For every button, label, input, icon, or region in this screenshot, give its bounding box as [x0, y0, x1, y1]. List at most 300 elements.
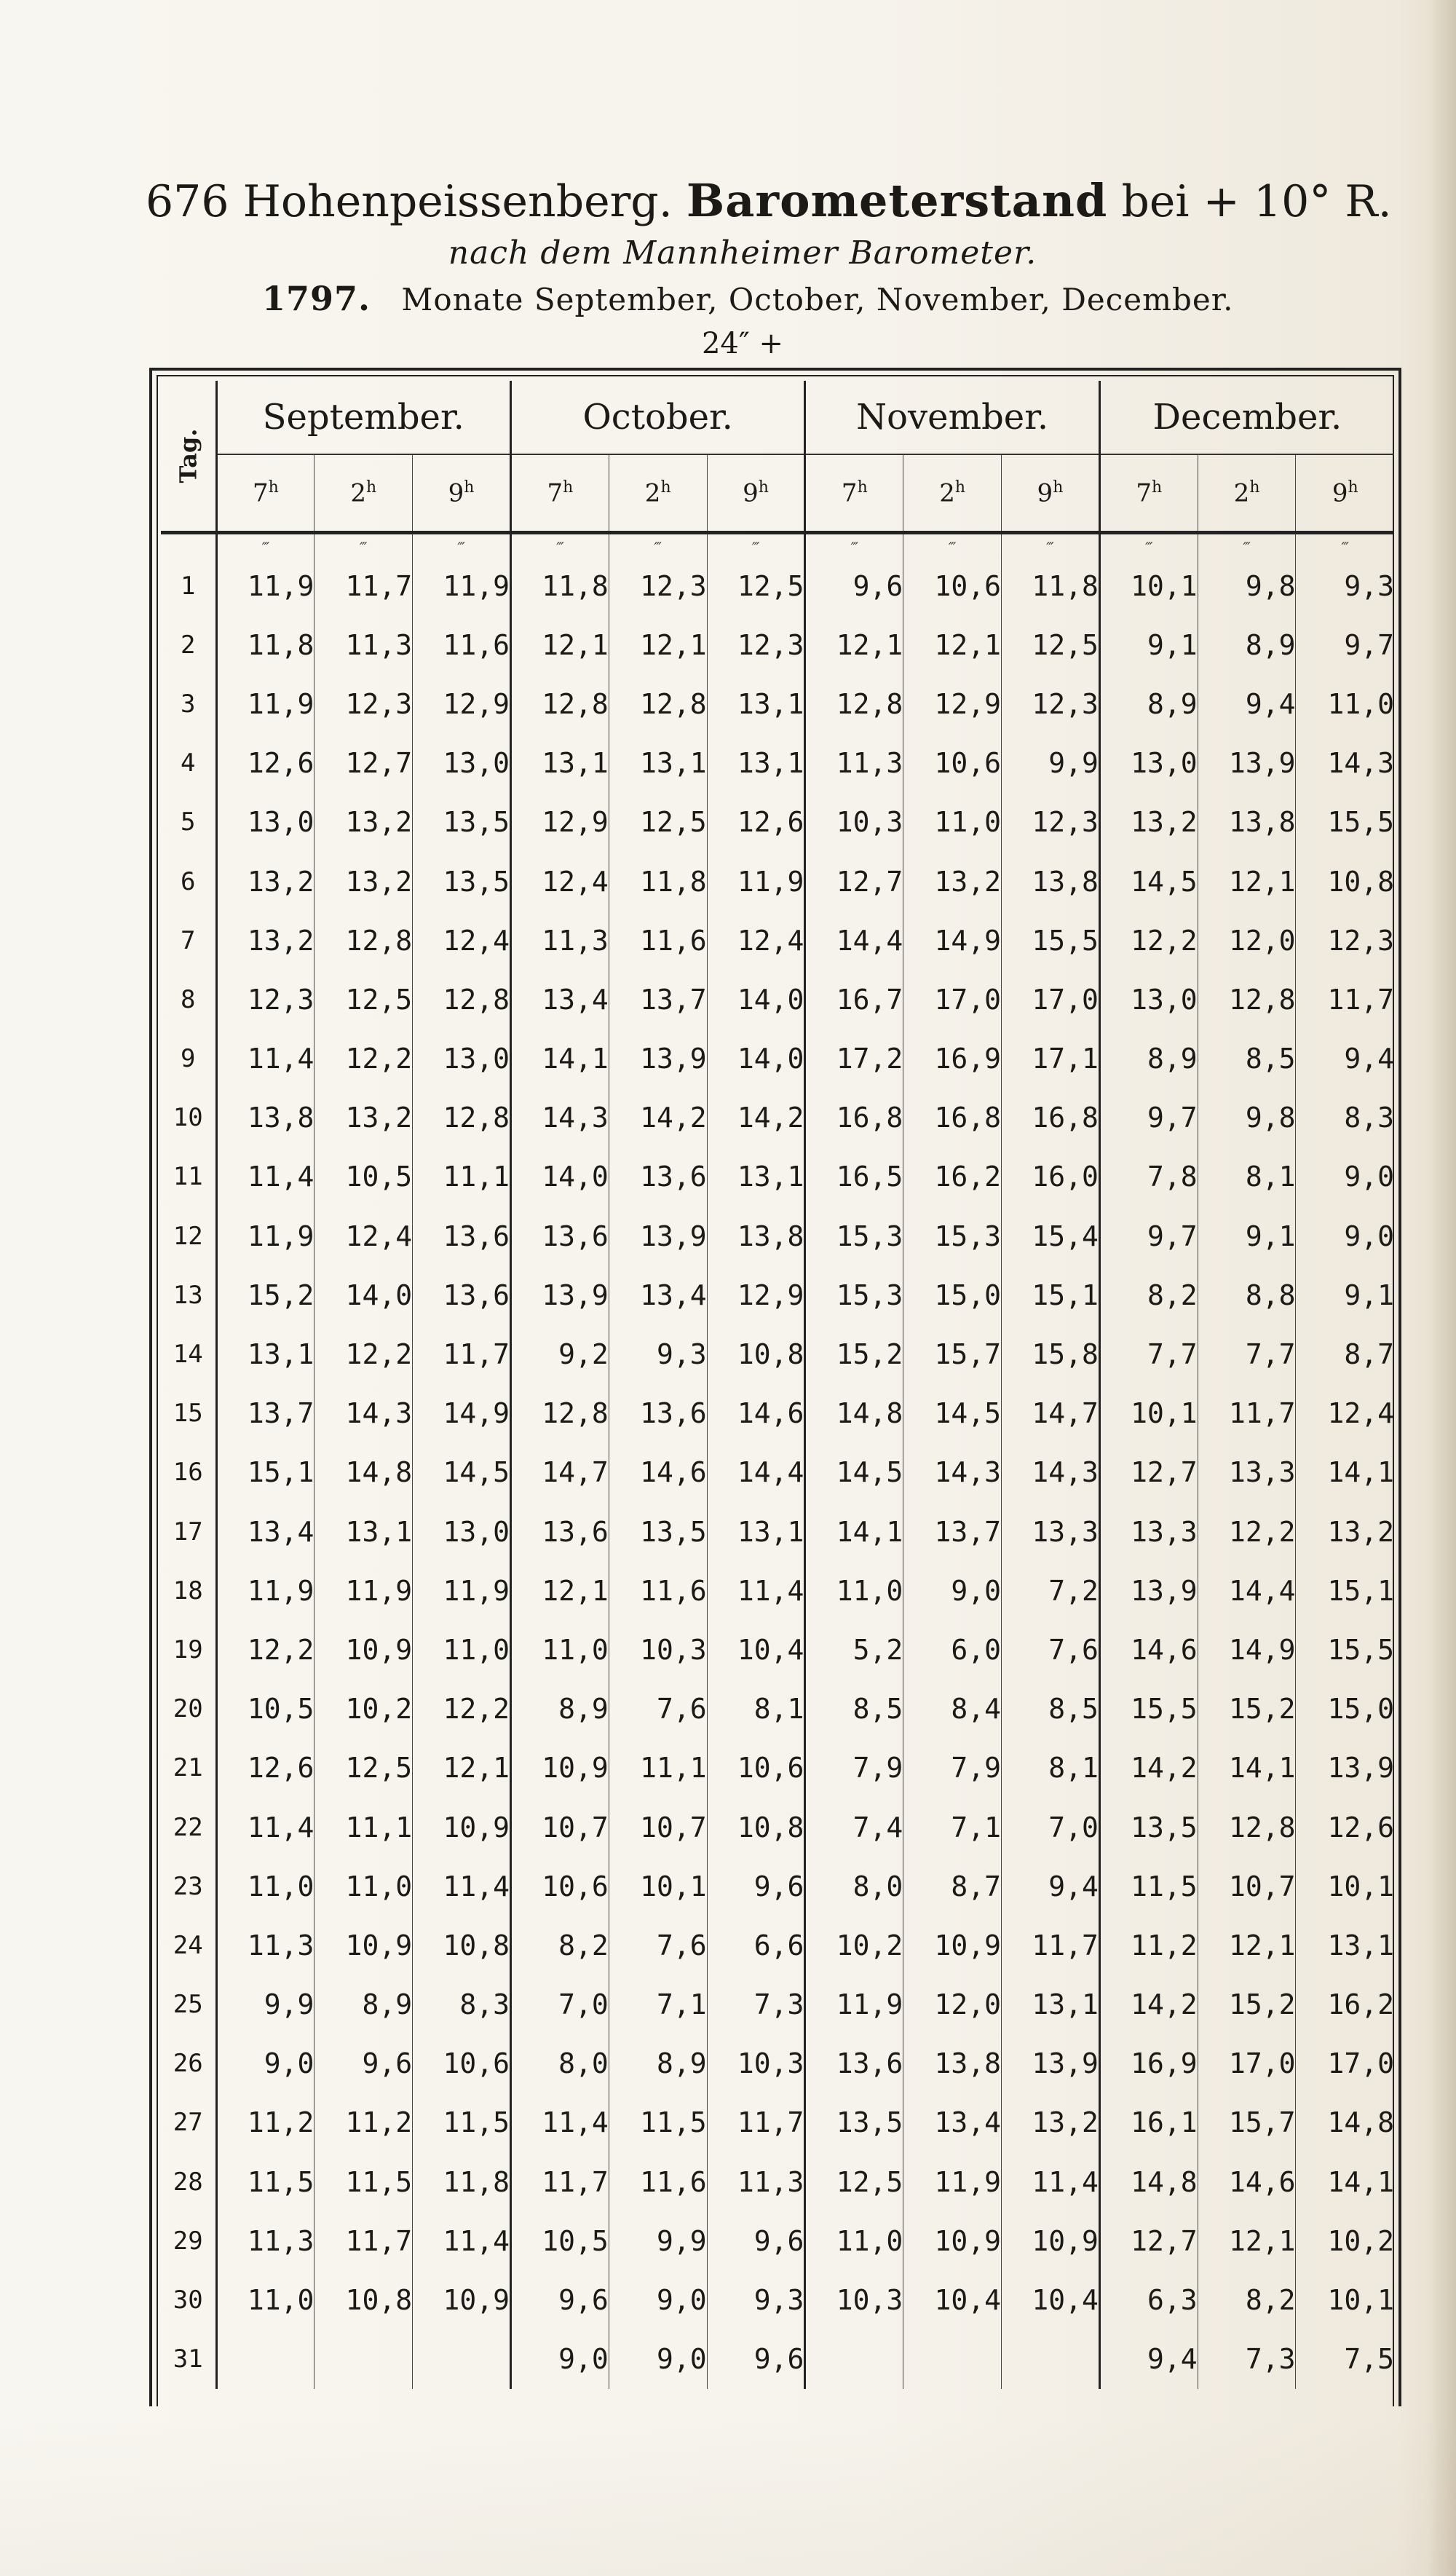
value-cell: 12,2: [314, 1324, 413, 1383]
value-cell: 10,1: [1296, 1857, 1394, 1916]
value-cell: 8,2: [1099, 1265, 1198, 1324]
day-cell: 12: [161, 1206, 216, 1265]
value-cell: 16,7: [805, 970, 903, 1029]
hour-suffix: h: [365, 478, 377, 497]
table-row: [161, 1265, 1394, 1324]
table-row: [161, 2330, 1394, 2389]
value-cell: 14,8: [1099, 2152, 1198, 2211]
day-cell: 10: [161, 1089, 216, 1147]
value-cell: 13,4: [510, 970, 609, 1029]
day-cell: 1: [161, 556, 216, 615]
day-cell: 18: [161, 1561, 216, 1620]
value-cell: 10,3: [805, 2270, 903, 2329]
value-cell: 13,0: [413, 1502, 511, 1561]
unit-mark: ‴: [261, 539, 270, 556]
value-cell: 13,4: [903, 2093, 1002, 2152]
value-cell: 17,1: [1002, 1030, 1100, 1089]
value-cell: 12,5: [805, 2152, 903, 2211]
year: 1797.: [262, 279, 371, 318]
table-row: [161, 1739, 1394, 1798]
value-cell: [216, 2330, 314, 2389]
value-cell: 13,5: [609, 1502, 707, 1561]
value-cell: 11,6: [413, 615, 511, 674]
value-cell: 8,9: [609, 2034, 707, 2093]
page-number: 676: [146, 176, 229, 227]
month-header: September.: [216, 381, 510, 454]
months-caption: Monate September, October, November, December.: [401, 282, 1234, 317]
value-cell: 17,0: [1296, 2034, 1394, 2093]
table-row: [161, 970, 1394, 1029]
value-cell: 12,4: [1296, 1384, 1394, 1443]
value-cell: 13,9: [609, 1030, 707, 1089]
table-row: [161, 911, 1394, 970]
value-cell: 16,1: [1099, 2093, 1198, 2152]
value-cell: 11,9: [247, 1574, 314, 1607]
value-cell: 12,3: [1002, 793, 1100, 852]
table-row: [161, 1324, 1394, 1383]
value-cell: 10,6: [903, 734, 1002, 793]
value-cell: 11,9: [707, 852, 805, 911]
value-cell: 10,6: [510, 1857, 609, 1916]
value-cell: 14,1: [1296, 2152, 1394, 2211]
value-cell: 7,8: [1099, 1147, 1198, 1206]
value-cell: 13,8: [707, 1206, 805, 1265]
value-cell: 11,5: [609, 2093, 707, 2152]
value-cell: 7,3: [707, 1975, 805, 2034]
value-cell: 7,6: [609, 1680, 707, 1739]
value-cell: 12,6: [247, 1752, 314, 1785]
value-cell: 15,5: [1296, 793, 1394, 852]
value-cell: 11,3: [247, 2224, 314, 2257]
value-cell: 16,2: [903, 1147, 1002, 1206]
value-cell: 11,7: [510, 2152, 609, 2211]
value-cell: 13,9: [609, 1206, 707, 1265]
tag-column-header: [161, 381, 216, 533]
value-cell: 15,2: [1198, 1975, 1296, 2034]
value-cell: 13,5: [805, 2093, 903, 2152]
value-cell: 14,1: [510, 1030, 609, 1089]
day-cell: 25: [161, 1975, 216, 2034]
value-cell: 9,1: [1296, 1265, 1394, 1324]
value-cell: 12,1: [1198, 2211, 1296, 2270]
value-cell: 14,3: [1002, 1443, 1100, 1502]
value-cell: 11,0: [510, 1620, 609, 1679]
value-cell: 13,3: [1198, 1443, 1296, 1502]
value-cell: 10,9: [510, 1739, 609, 1798]
value-cell: 14,5: [805, 1443, 903, 1502]
value-cell: 8,1: [1198, 1147, 1296, 1206]
value-cell: 5,2: [805, 1620, 903, 1679]
table-row: [161, 1798, 1394, 1857]
value-cell: 6,3: [1099, 2270, 1198, 2329]
value-cell: 12,2: [413, 1680, 511, 1739]
value-cell: 9,8: [1198, 1089, 1296, 1147]
value-cell: 11,7: [314, 556, 413, 615]
value-cell: 9,3: [609, 1324, 707, 1383]
value-cell: 15,2: [805, 1324, 903, 1383]
value-cell: 14,5: [1099, 852, 1198, 911]
day-cell: 28: [161, 2152, 216, 2211]
table-row: [161, 674, 1394, 733]
value-cell: 7,6: [1002, 1620, 1100, 1679]
value-cell: 8,9: [1099, 674, 1198, 733]
unit-mark: ‴: [314, 533, 413, 557]
value-cell: 13,9: [1002, 2034, 1100, 2093]
value-cell: 11,9: [314, 1561, 413, 1620]
value-cell: 13,7: [247, 1397, 314, 1430]
value-cell: 8,5: [1002, 1680, 1100, 1739]
value-cell: 14,3: [314, 1384, 413, 1443]
value-cell: 12,7: [314, 734, 413, 793]
value-cell: 13,1: [1002, 1975, 1100, 2034]
value-cell: 13,6: [609, 1147, 707, 1206]
value-cell: 15,3: [805, 1265, 903, 1324]
value-cell: 15,5: [1099, 1680, 1198, 1739]
value-cell: 15,0: [1296, 1680, 1394, 1739]
value-cell: 10,5: [510, 2211, 609, 2270]
hour-suffix: h: [660, 478, 671, 497]
value-cell: 13,1: [707, 1147, 805, 1206]
value-cell: 12,8: [1198, 1798, 1296, 1857]
value-cell: 13,2: [314, 1089, 413, 1147]
value-cell: 10,2: [805, 1916, 903, 1975]
value-cell: 12,2: [1099, 911, 1198, 970]
value-cell: 16,9: [1099, 2034, 1198, 2093]
value-cell: 14,7: [1002, 1384, 1100, 1443]
value-cell: 11,0: [247, 2284, 314, 2317]
value-cell: 14,0: [510, 1147, 609, 1206]
value-cell: 13,2: [903, 852, 1002, 911]
value-cell: 12,1: [609, 615, 707, 674]
value-cell: 12,8: [510, 674, 609, 733]
value-cell: 14,0: [707, 1030, 805, 1089]
value-cell: 10,8: [707, 1324, 805, 1383]
value-cell: 15,5: [1296, 1620, 1394, 1679]
value-cell: 13,0: [247, 806, 314, 839]
value-cell: 11,3: [805, 734, 903, 793]
day-cell: 16: [161, 1443, 216, 1502]
value-cell: [314, 2330, 413, 2389]
value-cell: 14,6: [1099, 1620, 1198, 1679]
day-cell: 7: [161, 911, 216, 970]
page-edge-shadow: [1427, 0, 1456, 2576]
day-cell: 29: [161, 2211, 216, 2270]
value-cell: 6,6: [707, 1916, 805, 1975]
value-cell: 12,9: [413, 674, 511, 733]
value-cell: 8,2: [510, 1916, 609, 1975]
value-cell: 12,7: [1099, 2211, 1198, 2270]
value-cell: 10,9: [413, 1798, 511, 1857]
unit-mark: ‴: [1002, 533, 1100, 557]
value-cell: 13,0: [1099, 734, 1198, 793]
table-row: [161, 2093, 1394, 2152]
table-row: [161, 1561, 1394, 1620]
value-cell: 13,4: [609, 1265, 707, 1324]
day-cell: 4: [161, 734, 216, 793]
table-row: [161, 2034, 1394, 2093]
value-cell: 11,1: [314, 1798, 413, 1857]
value-cell: 11,9: [413, 1561, 511, 1620]
value-cell: 8,9: [1198, 615, 1296, 674]
value-cell: 14,2: [1099, 1739, 1198, 1798]
value-cell: 12,7: [805, 852, 903, 911]
hour-suffix: h: [563, 478, 574, 497]
value-cell: 14,0: [314, 1265, 413, 1324]
value-cell: 10,2: [314, 1680, 413, 1739]
value-cell: 13,6: [413, 1206, 511, 1265]
value-cell: 10,8: [413, 1916, 511, 1975]
table-row: [161, 1857, 1394, 1916]
value-cell: 14,3: [510, 1089, 609, 1147]
day-cell: 19: [161, 1620, 216, 1679]
value-cell: 11,7: [1002, 1916, 1100, 1975]
value-cell: 8,9: [510, 1680, 609, 1739]
value-cell: 10,2: [1296, 2211, 1394, 2270]
value-cell: 15,0: [903, 1265, 1002, 1324]
value-cell: 13,2: [1296, 1502, 1394, 1561]
value-cell: 12,5: [314, 1739, 413, 1798]
value-cell: 7,9: [805, 1739, 903, 1798]
value-cell: 7,1: [609, 1975, 707, 2034]
value-cell: 12,3: [247, 983, 314, 1016]
unit-mark: ‴: [805, 533, 903, 557]
day-cell: 5: [161, 793, 216, 852]
table-title: Barometerstand: [686, 174, 1108, 227]
value-cell: 16,8: [805, 1089, 903, 1147]
value-cell: 8,1: [707, 1680, 805, 1739]
value-cell: 7,0: [1002, 1798, 1100, 1857]
value-cell: 15,7: [1198, 2093, 1296, 2152]
table-row: [161, 1030, 1394, 1089]
value-cell: 9,0: [903, 1561, 1002, 1620]
table-row: [161, 1384, 1394, 1443]
value-cell: 12,6: [247, 747, 314, 780]
value-cell: 12,3: [1296, 911, 1394, 970]
value-cell: 13,0: [1099, 970, 1198, 1029]
value-cell: 8,4: [903, 1680, 1002, 1739]
table-row: [161, 1147, 1394, 1206]
table-row: [161, 1206, 1394, 1265]
value-cell: 14,2: [1099, 1975, 1198, 2034]
value-cell: 12,2: [314, 1030, 413, 1089]
tag-label: Tag.: [174, 428, 202, 483]
value-cell: 12,6: [1296, 1798, 1394, 1857]
day-cell: 31: [161, 2330, 216, 2389]
value-cell: 12,8: [510, 1384, 609, 1443]
value-cell: 6,0: [903, 1620, 1002, 1679]
value-cell: 9,6: [707, 2330, 805, 2389]
value-cell: 13,0: [413, 734, 511, 793]
page-bottom: [0, 2417, 1456, 2576]
value-cell: 11,3: [510, 911, 609, 970]
value-cell: 11,4: [247, 1811, 314, 1844]
value-cell: 11,8: [413, 2152, 511, 2211]
value-cell: 11,9: [247, 687, 314, 720]
value-cell: 10,9: [903, 1916, 1002, 1975]
value-cell: 10,7: [510, 1798, 609, 1857]
value-cell: 12,8: [413, 1089, 511, 1147]
value-cell: 14,4: [1198, 1561, 1296, 1620]
day-cell: 11: [161, 1147, 216, 1206]
value-cell: 10,4: [707, 1620, 805, 1679]
value-cell: 8,5: [1198, 1030, 1296, 1089]
value-cell: 12,2: [247, 1633, 314, 1666]
barometer-table-frame: [149, 368, 1401, 2406]
time-header: 2$^h$: [1198, 454, 1296, 533]
value-cell: 14,5: [903, 1384, 1002, 1443]
value-cell: 11,9: [247, 1220, 314, 1252]
value-cell: 14,2: [707, 1089, 805, 1147]
day-cell: 22: [161, 1798, 216, 1857]
value-cell: 16,8: [903, 1089, 1002, 1147]
month-header: December.: [1099, 381, 1394, 454]
value-cell: 16,2: [1296, 1975, 1394, 2034]
value-cell: 9,0: [609, 2330, 707, 2389]
value-cell: 13,1: [1296, 1916, 1394, 1975]
value-cell: 14,8: [805, 1384, 903, 1443]
value-cell: 14,8: [1296, 2093, 1394, 2152]
value-cell: 17,0: [1198, 2034, 1296, 2093]
value-cell: 11,1: [413, 1147, 511, 1206]
value-cell: 11,7: [707, 2093, 805, 2152]
value-cell: 13,3: [1002, 1502, 1100, 1561]
hour-suffix: h: [758, 478, 769, 497]
value-cell: 9,0: [264, 2047, 314, 2080]
value-cell: 10,3: [805, 793, 903, 852]
table-row: [161, 1680, 1394, 1739]
value-cell: 11,0: [805, 1561, 903, 1620]
unit-mark: ‴: [609, 533, 707, 557]
value-cell: 12,4: [707, 911, 805, 970]
value-cell: 15,8: [1002, 1324, 1100, 1383]
table-row: [161, 734, 1394, 793]
value-cell: 12,5: [314, 970, 413, 1029]
value-cell: 11,0: [1296, 674, 1394, 733]
unit-mark: ‴: [707, 533, 805, 557]
day-cell: 9: [161, 1030, 216, 1089]
value-cell: 9,6: [314, 2034, 413, 2093]
day-cell: 30: [161, 2270, 216, 2329]
value-cell: 11,5: [413, 2093, 511, 2152]
value-cell: 14,3: [1296, 734, 1394, 793]
value-cell: 10,9: [903, 2211, 1002, 2270]
time-header: 2$^h$: [609, 454, 707, 533]
value-cell: 14,6: [609, 1443, 707, 1502]
value-cell: 14,9: [413, 1384, 511, 1443]
value-cell: 9,4: [1002, 1857, 1100, 1916]
value-cell: 10,5: [247, 1693, 314, 1726]
value-cell: 13,6: [805, 2034, 903, 2093]
value-cell: 9,6: [707, 2211, 805, 2270]
day-cell: 8: [161, 970, 216, 1029]
value-cell: 12,1: [510, 1561, 609, 1620]
value-cell: 9,0: [510, 2330, 609, 2389]
day-cell: 21: [161, 1739, 216, 1798]
value-cell: 14,0: [707, 970, 805, 1029]
value-cell: 16,9: [903, 1030, 1002, 1089]
value-cell: 9,7: [1099, 1089, 1198, 1147]
value-cell: 9,4: [1099, 2330, 1198, 2389]
value-cell: 7,9: [903, 1739, 1002, 1798]
value-cell: 15,1: [1002, 1265, 1100, 1324]
value-cell: 11,9: [903, 2152, 1002, 2211]
hour-suffix: h: [954, 478, 966, 497]
unit-mark: ‴: [413, 533, 511, 557]
value-cell: 8,0: [805, 1857, 903, 1916]
value-cell: 11,3: [707, 2152, 805, 2211]
day-cell: 14: [161, 1324, 216, 1383]
value-cell: 13,1: [707, 1502, 805, 1561]
value-cell: 9,0: [1296, 1206, 1394, 1265]
value-cell: 7,7: [1198, 1324, 1296, 1383]
value-cell: 15,2: [1198, 1680, 1296, 1739]
value-cell: 14,6: [707, 1384, 805, 1443]
value-cell: 13,9: [510, 1265, 609, 1324]
value-cell: 9,3: [1296, 556, 1394, 615]
value-cell: 15,5: [1002, 911, 1100, 970]
value-cell: 11,3: [247, 1929, 314, 1961]
month-header: October.: [510, 381, 804, 454]
value-cell: 13,8: [903, 2034, 1002, 2093]
value-cell: 13,1: [510, 734, 609, 793]
unit-mark: ‴: [1099, 533, 1198, 557]
value-cell: 13,9: [1099, 1561, 1198, 1620]
value-cell: [805, 2330, 903, 2389]
day-cell: 2: [161, 615, 216, 674]
value-cell: 8,5: [805, 1680, 903, 1739]
value-cell: 13,5: [413, 852, 511, 911]
value-cell: 13,8: [247, 1102, 314, 1134]
value-cell: 12,3: [1002, 674, 1100, 733]
value-cell: 14,4: [805, 911, 903, 970]
value-cell: 13,3: [1099, 1502, 1198, 1561]
value-cell: 9,0: [609, 2270, 707, 2329]
value-cell: 8,3: [1296, 1089, 1394, 1147]
table-row: [161, 615, 1394, 674]
value-cell: 12,1: [413, 1739, 511, 1798]
value-cell: 12,1: [1198, 1916, 1296, 1975]
value-cell: 17,0: [903, 970, 1002, 1029]
value-cell: 12,4: [413, 911, 511, 970]
day-cell: 15: [161, 1384, 216, 1443]
hour-suffix: h: [1249, 478, 1260, 497]
value-cell: 9,1: [1198, 1206, 1296, 1265]
value-cell: 10,9: [413, 2270, 511, 2329]
value-cell: 11,6: [609, 911, 707, 970]
value-cell: 7,5: [1296, 2330, 1394, 2389]
value-cell: 10,4: [1002, 2270, 1100, 2329]
value-cell: 9,6: [707, 1857, 805, 1916]
value-cell: [903, 2330, 1002, 2389]
value-cell: 11,1: [609, 1739, 707, 1798]
value-cell: 12,1: [1198, 852, 1296, 911]
value-cell: 11,9: [805, 1975, 903, 2034]
value-cell: 15,2: [247, 1279, 314, 1311]
value-cell: 13,8: [1198, 793, 1296, 852]
value-cell: 12,7: [1099, 1443, 1198, 1502]
day-cell: 3: [161, 674, 216, 733]
day-cell: 13: [161, 1265, 216, 1324]
value-cell: 12,4: [510, 852, 609, 911]
value-cell: 10,7: [609, 1798, 707, 1857]
day-cell: 20: [161, 1680, 216, 1739]
value-cell: 14,1: [805, 1502, 903, 1561]
value-cell: 11,2: [314, 2093, 413, 2152]
value-cell: 13,2: [1002, 2093, 1100, 2152]
table-row: [161, 2211, 1394, 2270]
day-cell: 6: [161, 852, 216, 911]
place-name: Hohenpeissenberg.: [242, 176, 673, 227]
